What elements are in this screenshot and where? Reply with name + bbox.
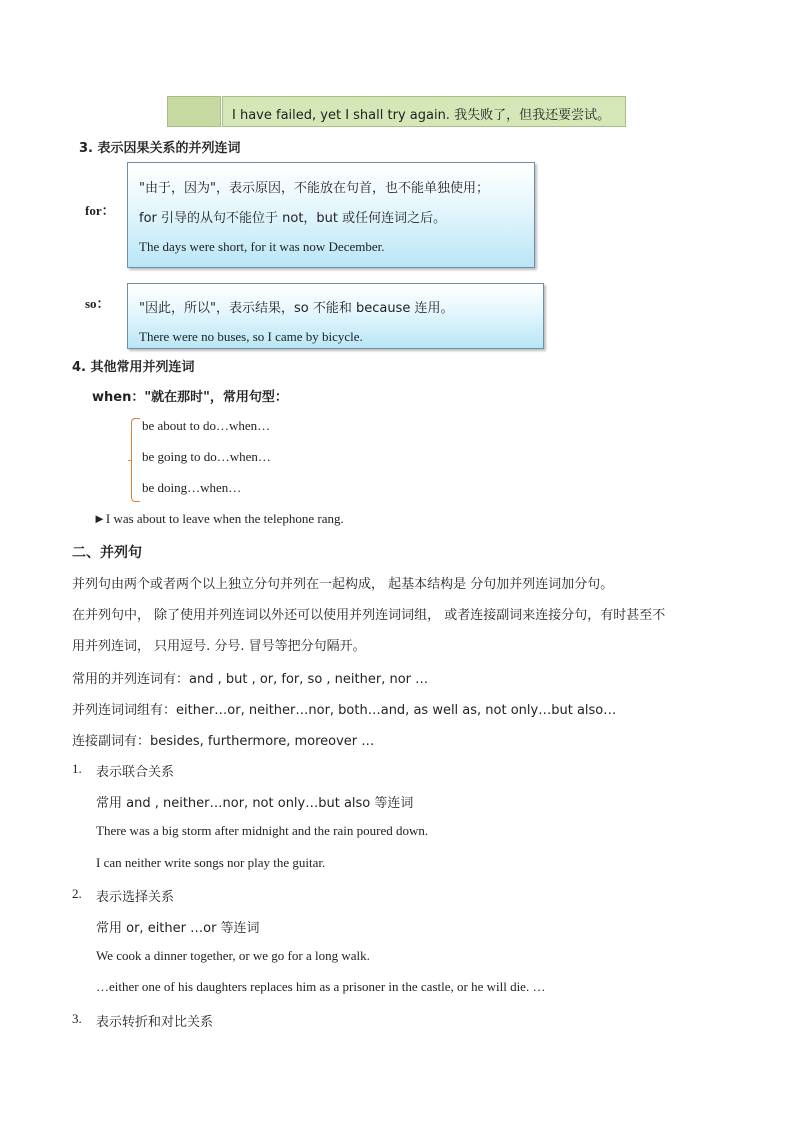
item-line: 常用 or, either …or 等连词: [96, 921, 260, 936]
section4-heading: 4. 其他常用并列连词: [72, 360, 195, 375]
item-title: 表示转折和对比关系: [96, 1015, 214, 1030]
conjunction-phrases: 并列连词词组有：either…or, neither…nor, both…and, as well as, not only…but also…: [72, 703, 617, 718]
item-example: …either one of his daughters replaces him as a prisoner in the castle, or he will die. …: [96, 979, 546, 994]
part2-paragraph: 用并列连词， 只用逗号. 分号. 冒号等把分句隔开。: [72, 639, 366, 654]
item-title: 表示选择关系: [96, 890, 175, 905]
pattern-item: be doing…when…: [142, 480, 242, 495]
item-number: 2.: [72, 886, 82, 901]
item-example: We cook a dinner together, or we go for a long walk.: [96, 948, 370, 963]
item-title: 表示联合关系: [96, 765, 175, 780]
so-explanation-box: [127, 283, 544, 349]
for-box-line: for 引导的从句不能位于 not，but 或任何连词之后。: [139, 211, 447, 226]
so-box-line: "因此，所以"，表示结果，so 不能和 because 连用。: [139, 301, 454, 316]
item-example: I can neither write songs nor play the guitar.: [96, 855, 326, 870]
table-label-cell: [167, 96, 221, 127]
for-explanation-box: [127, 162, 535, 268]
pattern-bracket: [131, 418, 140, 502]
item-example: There was a big storm after midnight and the rain poured down.: [96, 823, 429, 838]
item-line: 常用 and , neither…nor, not only…but also 等连词: [96, 796, 414, 811]
example-table: [167, 96, 626, 127]
coordinating-conjunctions: 常用的并列连词有：and , but , or, for, so , neither, nor …: [72, 672, 429, 687]
when-example: ►I was about to leave when the telephone rang.: [93, 511, 344, 526]
item-number: 1.: [72, 761, 82, 776]
so-label: so：: [85, 296, 110, 311]
pattern-bracket-tick: [128, 460, 132, 461]
part2-paragraph: 并列句由两个或者两个以上独立分句并列在一起构成， 起基本结构是 分句加并列连词加分句。: [72, 577, 614, 592]
when-line: when："就在那时"，常用句型：: [92, 390, 288, 405]
table-example-cell: [222, 96, 626, 127]
for-label: for：: [85, 203, 115, 218]
for-box-line: "由于，因为"，表示原因，不能放在句首，也不能单独使用；: [139, 181, 489, 196]
for-box-example: The days were short, for it was now December.: [139, 239, 385, 254]
part2-heading: 二、并列句: [72, 545, 142, 561]
pattern-item: be about to do…when…: [142, 418, 271, 433]
item-number: 3.: [72, 1011, 82, 1026]
table-example-text: I have failed, yet I shall try again. 我失败了，但我还要尝试。: [232, 108, 611, 123]
part2-paragraph: 在并列句中， 除了使用并列连词以外还可以使用并列连词词组， 或者连接副词来连接分句，有时甚至不: [72, 608, 666, 623]
section3-heading: 3. 表示因果关系的并列连词: [79, 141, 241, 156]
pattern-item: be going to do…when…: [142, 449, 271, 464]
conjunctive-adverbs: 连接副词有：besides, furthermore, moreover …: [72, 734, 375, 749]
so-box-example: There were no buses, so I came by bicycle.: [139, 329, 363, 344]
